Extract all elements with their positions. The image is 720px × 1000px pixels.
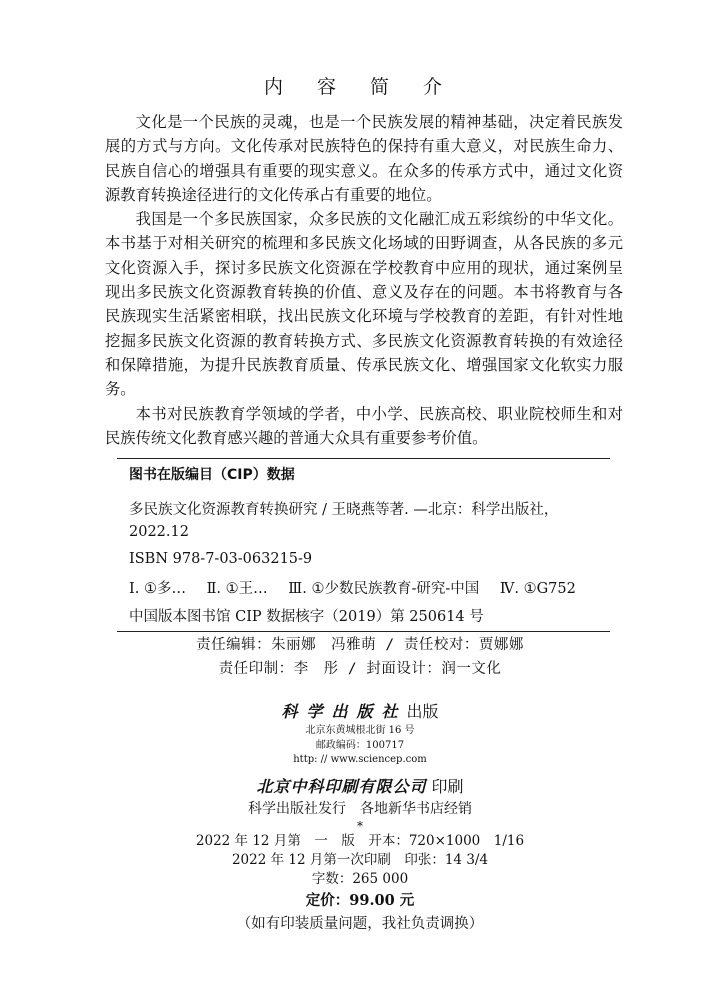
word-count: 字数：265 000	[311, 870, 409, 887]
printing-line: 2022 年 12 月第一次印刷 印张：14 3/4	[231, 851, 489, 868]
intro-text	[105, 110, 623, 450]
quality-note: （如有印装质量问题，我社负责调换）	[236, 915, 484, 932]
cip-class-item: Ⅰ. ①多…	[129, 581, 186, 597]
intro-paragraph: 文化是一个民族的灵魂，也是一个民族发展的精神基础，决定着民族发展的方式与方向。文化传承对民族特色的保持有重大意义，对民族生命力、民族自信心的增强具有重要的现实意义。在众多的传承方式中，通过文化资源教育转换途径进行的文化传承占有重要的地位。	[105, 113, 623, 204]
cip-classification	[117, 577, 610, 601]
printer-suffix: 印刷	[431, 776, 464, 796]
cip-record-line: 多民族文化资源教育转换研究 / 王晓燕等著. —北京：科学出版社，	[129, 502, 559, 518]
credits-line: 责任编辑：朱丽娜 冯雅萌 / 责任校对：贾娜娜	[196, 637, 524, 653]
credits-line: 责任印制：李 彤 / 封面设计：润一文化	[218, 661, 502, 677]
publisher-line	[0, 700, 720, 724]
cip-record-line: 2022.12	[129, 524, 189, 540]
publisher-name: 科学出版社	[281, 702, 407, 721]
intro-paragraph: 本书对民族教育学领域的学者，中小学、民族高校、职业院校师生和对民族传统文化教育感兴趣的普通大众具有重要参考价值。	[105, 404, 623, 447]
publisher-postcode: 邮政编码：100717	[315, 739, 405, 751]
distribution: 科学出版社发行 各地新华书店经销	[248, 800, 472, 817]
edition-line: 2022 年 12 月第 一 版 开本：720×1000 1/16	[195, 832, 525, 849]
cip-class-item: Ⅳ. ①G752	[499, 581, 576, 597]
credits	[0, 633, 720, 681]
separator-star: *	[357, 818, 363, 833]
price: 定价：99.00 元	[305, 891, 415, 909]
cip-isbn: ISBN 978-7-03-063215-9	[129, 551, 313, 567]
cip-class-item: Ⅲ. ①少数民族教育-研究-中国	[288, 581, 480, 597]
cip-data-number: 中国版本图书馆 CIP 数据核字（2019）第 250614 号	[129, 609, 484, 625]
publisher-suffix: 出版	[406, 702, 439, 721]
page-title: 内 容 简 介	[263, 76, 457, 98]
intro-paragraph: 我国是一个多民族国家，众多民族的文化融汇成五彩缤纷的中华文化。本书基于对相关研究的梳理和多民族文化场域的田野调查，从各民族的多元文化资源入手，探讨多民族文化资源在学校教育中应用的现状，通过案例呈现出多民族文化资源教育转换的价值、意义及存在的问题。本书将教育与各民族现实生活紧密相联，找出民族文化环境与学校教育的差距，有针对性地挖掘多民族文化资源的教育转换方式、多民族文化资源教育转换的有效途径和保障措施，为提升民族教育质量、传承民族文化、增强国家文化软实力服务。	[105, 210, 623, 399]
cip-record	[117, 499, 610, 543]
printer-line	[0, 776, 720, 798]
cip-class-item: Ⅱ. ①王…	[206, 581, 268, 597]
publisher-address: 北京东黄城根北街 16 号	[305, 725, 415, 736]
publisher-website: http: // www.sciencep.com	[293, 754, 427, 765]
printer-name: 北京中科印刷有限公司	[256, 776, 427, 796]
cip-heading: 图书在版编目（CIP）数据	[129, 467, 295, 483]
cip-block	[117, 458, 610, 632]
imprint	[0, 700, 720, 935]
